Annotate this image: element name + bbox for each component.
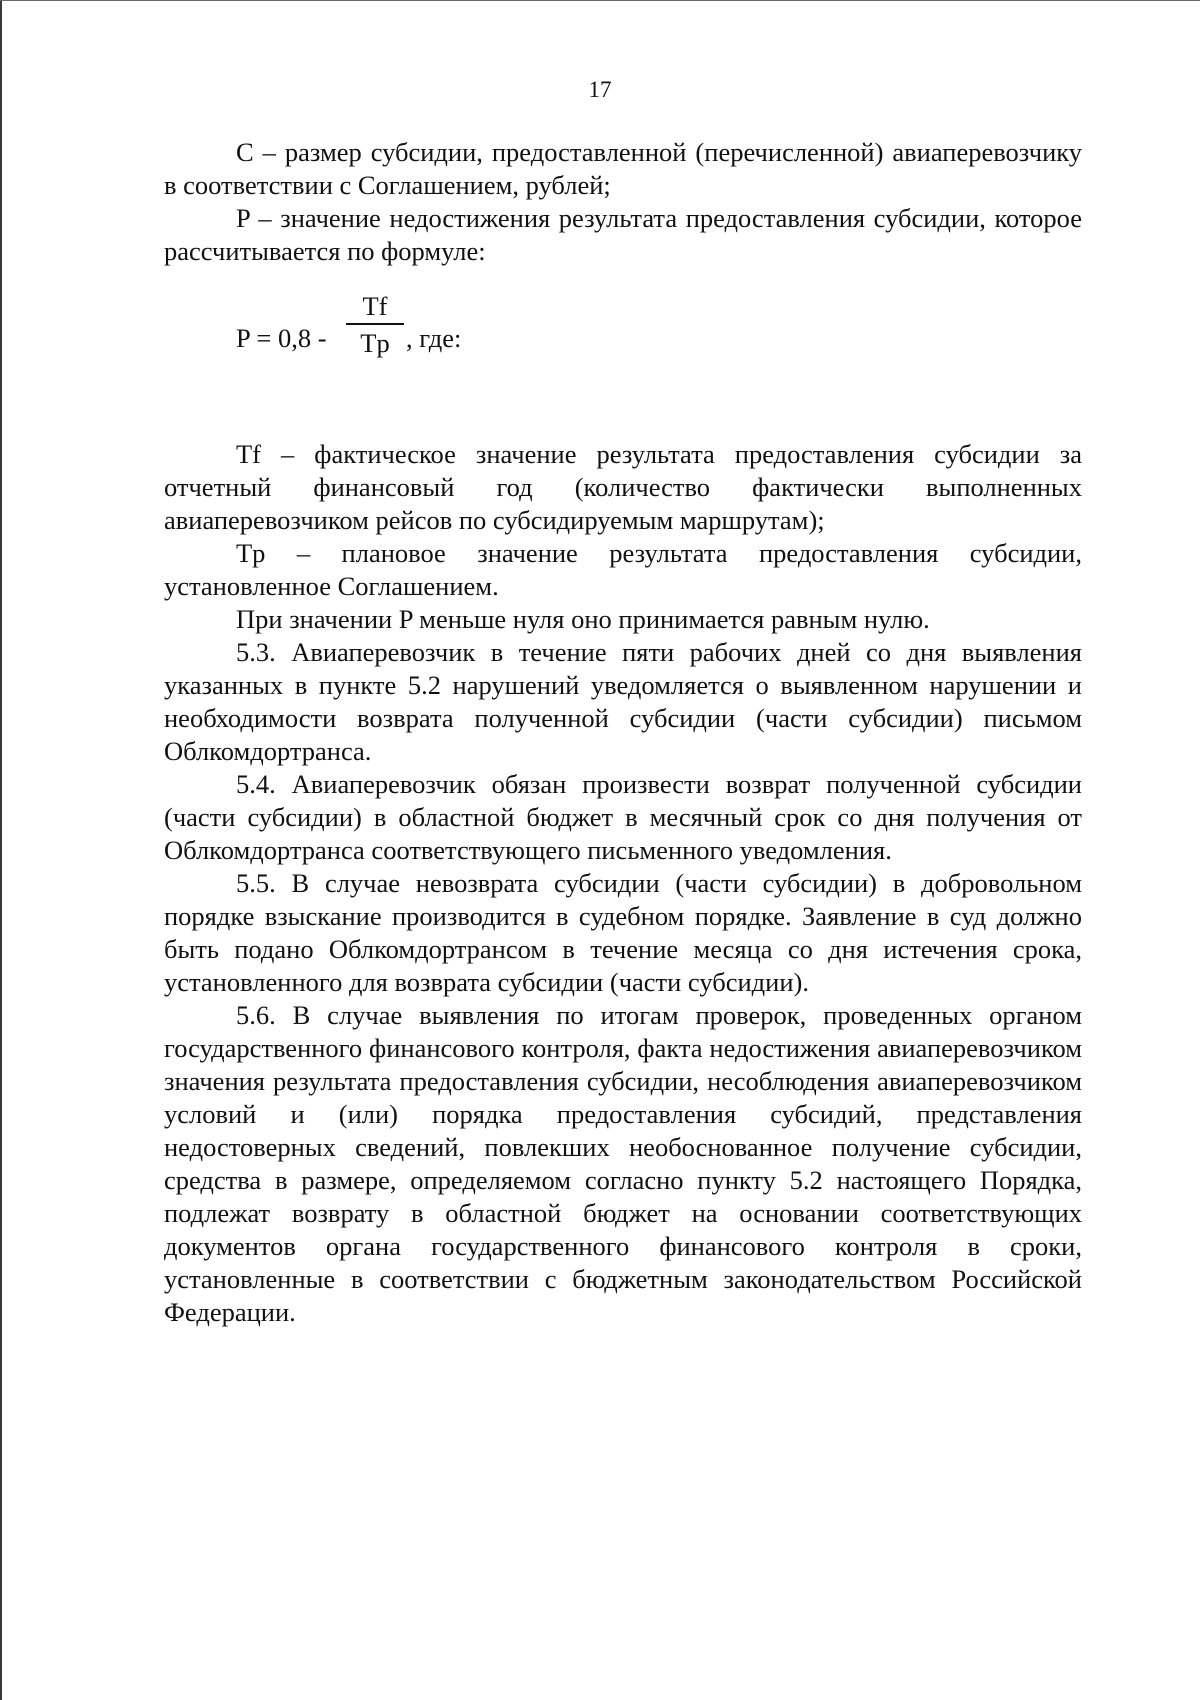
fraction-bar bbox=[346, 323, 404, 325]
paragraph-tp-definition: Tp – плановое значение результата предоставления субсидии, установленное Соглашением. bbox=[164, 538, 1082, 601]
paragraph-p-definition: P – значение недостижения результата предоставления субсидии, которое рассчитывается по формуле: bbox=[164, 203, 1082, 266]
formula-denominator: Tp bbox=[360, 327, 390, 358]
scan-edge-left bbox=[0, 0, 2, 1700]
paragraph-5-3: 5.3. Авиаперевозчик в течение пяти рабочих дней со дня выявления указанных в пункте 5.2 нарушений уведомляется о выявленном нарушении и необходимости возврата полученной субсидии (части субсидии) письмом Облкомдортранса. bbox=[164, 637, 1082, 766]
scan-edge-top bbox=[0, 0, 1200, 1]
document-body bbox=[164, 136, 1082, 1329]
paragraph-5-5: 5.5. В случае невозврата субсидии (части субсидии) в добровольном порядке взыскание производится в судебном порядке. Заявление в суд должно быть подано Облкомдортрансом в течение месяца со дня истечения срока, установленного для возврата субсидии (части субсидии). bbox=[164, 868, 1082, 997]
formula-lhs: P = 0,8 - bbox=[236, 323, 327, 353]
formula bbox=[236, 290, 1082, 386]
formula-fraction bbox=[346, 290, 404, 359]
paragraph-tf-definition: Tf – фактическое значение результата предоставления субсидии за отчетный финансовый год (количество фактически выполненных авиаперевозчиком рейсов по субсидируемым маршрутам); bbox=[164, 439, 1082, 535]
formula-tail: , где: bbox=[406, 323, 462, 353]
paragraph-5-4: 5.4. Авиаперевозчик обязан произвести возврат полученной субсидии (части субсидии) в областной бюджет в месячный срок со дня получения от Облкомдортранса соответствующего письменного уведомления. bbox=[164, 769, 1082, 865]
page-number: 17 bbox=[588, 77, 612, 102]
formula-numerator: Tf bbox=[362, 291, 388, 321]
paragraph-c-definition: C – размер субсидии, предоставленной (перечисленной) авиаперевозчику в соответствии с Соглашением, рублей; bbox=[164, 137, 1082, 200]
paragraph-5-6: 5.6. В случае выявления по итогам проверок, проведенных органом государственного финансового контроля, факта недостижения авиаперевозчиком значения результата предоставления субсидии, несоблюдения авиаперевозчиком условий и (или) порядка предоставления субсидий, представления недостоверных сведений, повлекших необоснованное получение субсидии, средства в размере, определяемом согласно пункту 5.2 настоящего Порядка, подлежат возврату в областной бюджет на основании соответствующих документов органа государственного финансового контроля в сроки, установленные в соответствии с бюджетным законодательством Российской Федерации. bbox=[164, 1000, 1082, 1327]
paragraph-p-negative-rule: При значении P меньше нуля оно принимается равным нулю. bbox=[236, 604, 930, 634]
